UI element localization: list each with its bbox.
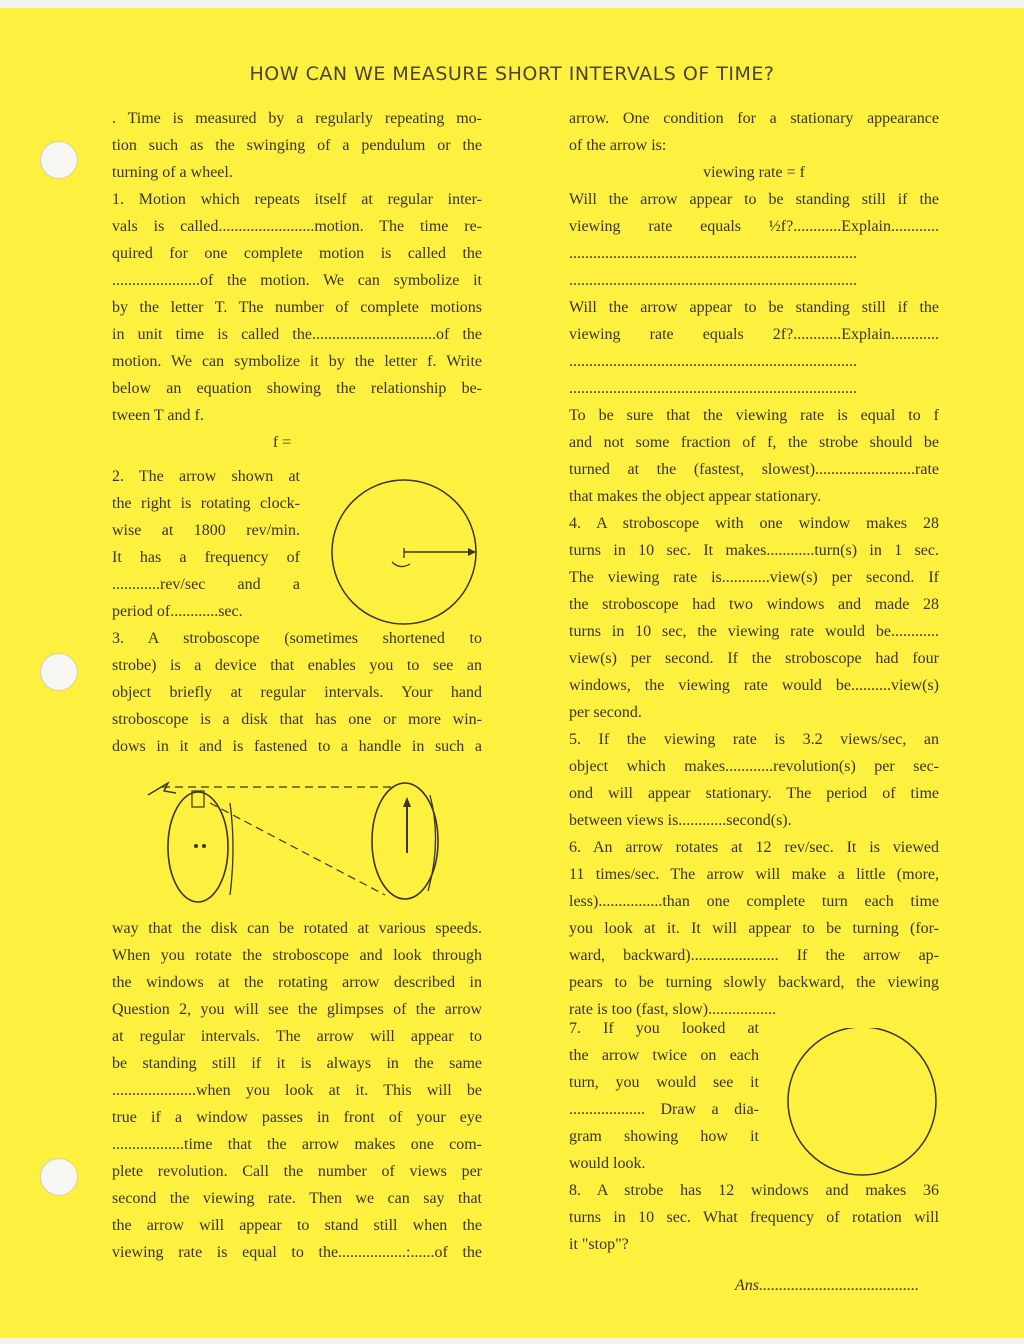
q3-cont-line: ..................time that the arrow makes one com-	[112, 1136, 482, 1153]
q8-line: turns in 10 sec. What frequency of rotation will	[569, 1209, 939, 1226]
q1-line: tween T and f.	[112, 407, 204, 424]
sure-line: that makes the object appear stationary.	[569, 488, 822, 505]
q3-line: strobe) is a device that enables you to see an	[112, 657, 482, 674]
q8-line: 8. A strobe has 12 windows and makes 36	[569, 1182, 939, 1199]
half-answer-line: ........................................................................	[569, 245, 857, 262]
q1-line: motion. We can symbolize it by the letter f. Write	[112, 353, 482, 370]
q6-line: 6. An arrow rotates at 12 rev/sec. It is viewed	[569, 839, 939, 856]
double-line: viewing rate equals 2f?............Explain............	[569, 326, 939, 343]
rotating-arrow-diagram	[320, 478, 490, 628]
intro-line: tion such as the swinging of a pendulum or the	[112, 137, 482, 154]
right-column-top	[569, 105, 939, 1023]
sure-line: To be sure that the viewing rate is equal to f	[569, 407, 939, 424]
page-title: HOW CAN WE MEASURE SHORT INTERVALS OF TIME?	[249, 63, 775, 85]
q5-line: object which makes............revolution(s) per sec-	[569, 758, 939, 775]
cont-line: arrow. One condition for a stationary appearance	[569, 110, 939, 127]
q5-line: 5. If the viewing rate is 3.2 views/sec, an	[569, 731, 939, 748]
target-disk-edge	[428, 795, 436, 891]
intro-line: . Time is measured by a regularly repeating mo-	[112, 110, 482, 127]
double-line: Will the arrow appear to be standing still if the	[569, 299, 939, 316]
q2-line: wise at 1800 rev/min.	[112, 522, 300, 539]
q3-cont-line: true if a window passes in front of your eye	[112, 1109, 482, 1126]
cont-line: of the arrow is:	[569, 137, 667, 154]
q4-line: turns in 10 sec. It makes............turn(s) in 1 sec.	[569, 542, 939, 559]
strobe-disk-edge	[230, 803, 233, 895]
binder-hole-top	[40, 141, 78, 179]
q4-line: windows, the viewing rate would be..........view(s)	[569, 677, 939, 694]
q3-line: dows in it and is fastened to a handle in such a	[112, 738, 482, 755]
strobe-hub	[202, 844, 206, 848]
worksheet-page	[0, 8, 1024, 1338]
double-answer-line: ........................................................................	[569, 353, 857, 370]
q1-line: quired for one complete motion is called the	[112, 245, 482, 262]
q3-cont-line: Question 2, you will see the glimpses of the arrow	[112, 1001, 482, 1018]
target-disk	[372, 783, 438, 899]
q3-cont-line: way that the disk can be rotated at various speeds.	[112, 920, 482, 937]
q3-cont-line: the arrow will appear to stand still when the	[112, 1217, 482, 1234]
q2-line: It has a frequency of	[112, 549, 300, 566]
q1-line: ......................of the motion. We can symbolize it	[112, 272, 482, 289]
q7-block	[569, 1015, 759, 1177]
equation-line: f =	[272, 434, 292, 451]
strobe-disk	[168, 792, 228, 902]
q5-line: between views is............second(s).	[569, 812, 792, 829]
q3-cont-line: the windows at the rotating arrow described in	[112, 974, 482, 991]
eye-pointer-icon	[148, 783, 176, 795]
q6-line: you look at it. It will appear to be turning (for-	[569, 920, 939, 937]
q1-line: by the letter T. The number of complete motions	[112, 299, 482, 316]
sure-line: turned at the (fastest, slowest).........................rate	[569, 461, 939, 478]
q6-line: 11 times/sec. The arrow will make a little (more,	[569, 866, 939, 883]
q6-line: pears to be turning slowly backward, the viewing	[569, 974, 939, 991]
q7-line: turn, you would see it	[569, 1074, 759, 1091]
q1-line: 1. Motion which repeats itself at regular inter-	[112, 191, 482, 208]
q4-line: The viewing rate is............view(s) per second. If	[569, 569, 939, 586]
stroboscope-diagram	[140, 773, 460, 908]
q4-line: turns in 10 sec, the viewing rate would be............	[569, 623, 939, 640]
q4-line: per second.	[569, 704, 642, 721]
half-line: Will the arrow appear to be standing still if the	[569, 191, 939, 208]
double-answer-line: ........................................................................	[569, 380, 857, 397]
q7-line: ................... Draw a dia-	[569, 1101, 759, 1118]
q4-line: view(s) per second. If the stroboscope had four	[569, 650, 939, 667]
q3-block	[112, 625, 482, 760]
q2-line: period of............sec.	[112, 603, 243, 620]
rotation-indicator	[392, 548, 410, 567]
strobe-hub	[194, 844, 198, 848]
strobe-window	[192, 791, 204, 807]
q4-line: 4. A stroboscope with one window makes 28	[569, 515, 939, 532]
q3-continued	[112, 915, 482, 1266]
q2-block	[112, 463, 300, 625]
q3-line: 3. A stroboscope (sometimes shortened to	[112, 630, 482, 647]
binder-hole-middle	[40, 653, 78, 691]
q3-cont-line: .....................when you look at it. This will be	[112, 1082, 482, 1099]
q3-line: object briefly at regular intervals. Your hand	[112, 684, 482, 701]
q7-line: would look.	[569, 1155, 646, 1172]
left-column-top	[112, 105, 482, 456]
q3-line: stroboscope is a disk that has one or more win-	[112, 711, 482, 728]
q6-line: ward, backward)...................... If the arrow ap-	[569, 947, 939, 964]
binder-hole-bottom	[40, 1158, 78, 1196]
target-arrow-head	[403, 797, 411, 807]
condition-line: viewing rate = f	[703, 164, 805, 181]
q3-cont-line: second the viewing rate. Then we can say that	[112, 1190, 482, 1207]
q3-cont-line: plete revolution. Call the number of views per	[112, 1163, 482, 1180]
half-line: viewing rate equals ½f?............Explain............	[569, 218, 939, 235]
half-answer-line: ........................................................................	[569, 272, 857, 289]
arrow-head	[468, 548, 476, 556]
q3-cont-line: at regular intervals. The arrow will appear to	[112, 1028, 482, 1045]
q8-block	[569, 1177, 939, 1258]
q2-line: the right is rotating clock-	[112, 495, 300, 512]
q3-cont-line: be standing still if it is always in the same	[112, 1055, 482, 1072]
sure-line: and not some fraction of f, the strobe should be	[569, 434, 939, 451]
q3-cont-line: When you rotate the stroboscope and look through	[112, 947, 482, 964]
q8-line: it "stop"?	[569, 1236, 629, 1253]
q1-line: vals is called........................motion. The time re-	[112, 218, 482, 235]
q5-line: ond will appear stationary. The period of time	[569, 785, 939, 802]
q7-line: the arrow twice on each	[569, 1047, 759, 1064]
q7-drawing-circle[interactable]	[780, 1028, 945, 1178]
q6-line: rate is too (fast, slow).................	[569, 1001, 777, 1018]
answer-line[interactable]: Ans........................................	[735, 1277, 919, 1294]
q7-line: 7. If you looked at	[569, 1020, 759, 1037]
q7-line: gram showing how it	[569, 1128, 759, 1145]
q4-line: the stroboscope had two windows and made 28	[569, 596, 939, 613]
answer-circle[interactable]	[788, 1028, 936, 1175]
q6-line: less)................than one complete turn each time	[569, 893, 939, 910]
q2-line: 2. The arrow shown at	[112, 468, 300, 485]
sight-line-bottom	[210, 803, 385, 895]
intro-line: turning of a wheel.	[112, 164, 233, 181]
q1-line: in unit time is called the...............................of the	[112, 326, 482, 343]
q1-line: below an equation showing the relationship be-	[112, 380, 482, 397]
q3-cont-line: viewing rate is equal to the.................:......of the	[112, 1244, 482, 1261]
q2-line: ............rev/sec and a	[112, 576, 300, 593]
